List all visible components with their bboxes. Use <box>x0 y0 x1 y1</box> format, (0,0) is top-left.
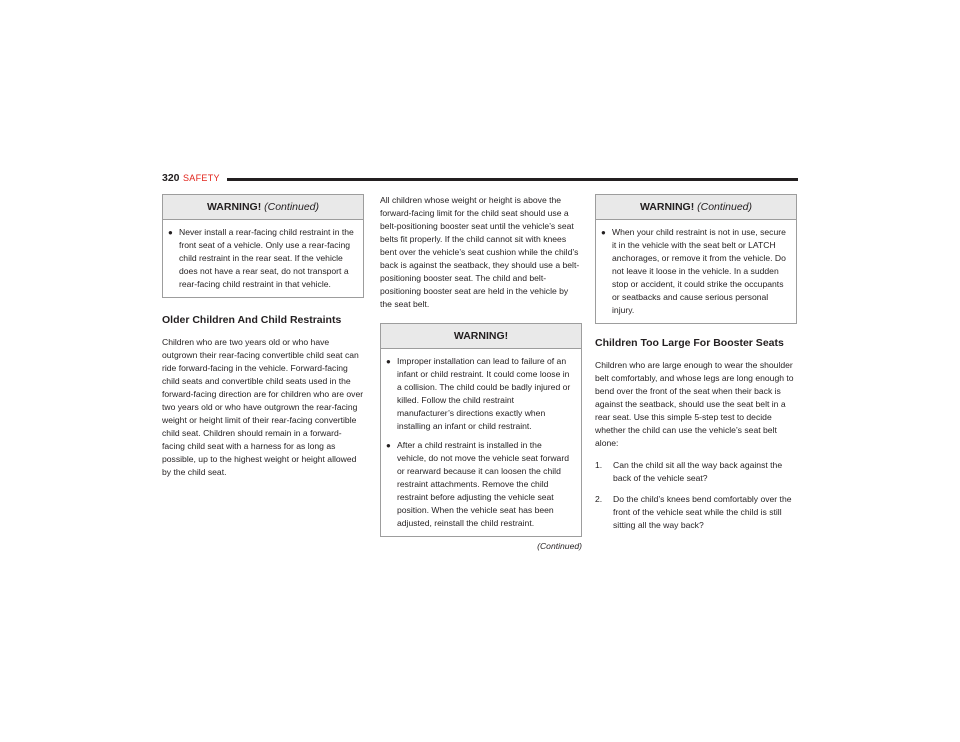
section-heading: Children Too Large For Booster Seats <box>595 337 784 349</box>
column-2 <box>380 194 582 551</box>
warning-box-continued <box>162 194 364 298</box>
body-paragraph: All children whose weight or height is above the forward-facing limit for the child seat should use a belt-positioning booster seat until the vehicle’s seat belts fit properly. If the child cannot sit with knees bent over the vehicle’s seat cushion while the child’s back is against the seatback, they should use a belt-positioning booster seat. The child and belt-positioning booster seat are held in the vehicle by the seat belt. <box>380 195 580 309</box>
warning-item-text: When your child restraint is not in use, secure it in the vehicle with the seat belt or LATCH anchorages, or remove it from the vehicle. Do not leave it loose in the vehicle. In a sudden stop or accident, it could strike the occupants or seatbacks and cause serious personal injury. <box>612 227 786 315</box>
warning-body <box>163 220 363 297</box>
header-rule <box>227 178 798 181</box>
section-title: SAFETY <box>183 173 220 183</box>
warning-continued: (Continued) <box>697 201 753 213</box>
column-3 <box>595 194 797 540</box>
warning-title: WARNING! <box>639 201 695 213</box>
bullet-icon: ● <box>601 228 606 237</box>
step-text: Do the child’s knees bend comfortably over the front of the vehicle seat while the child is still sitting all the way back? <box>613 494 792 530</box>
warning-header <box>381 324 581 349</box>
warning-body <box>596 220 796 323</box>
continued-note: (Continued) <box>537 541 582 551</box>
step-item <box>595 459 797 485</box>
warning-header <box>596 195 796 220</box>
warning-item <box>601 226 788 317</box>
warning-item <box>386 439 573 530</box>
warning-title: WARNING! <box>206 201 262 213</box>
bullet-icon: ● <box>386 441 391 450</box>
warning-title: WARNING! <box>453 330 509 342</box>
warning-header <box>163 195 363 220</box>
step-number: 1. <box>595 460 603 470</box>
step-item <box>595 493 797 532</box>
warning-item-text: Never install a rear-facing child restraint in the front seat of a vehicle. Only use a rear-facing child restraint in the rear seat. If the vehicle does not have a rear seat, do not transport a rear-facing child restraint in that vehicle. <box>179 227 354 289</box>
warning-body <box>381 349 581 536</box>
step-list <box>595 459 797 532</box>
warning-box <box>380 323 582 537</box>
step-number: 2. <box>595 494 603 504</box>
bullet-icon: ● <box>168 228 173 237</box>
warning-continued: (Continued) <box>264 201 320 213</box>
warning-item-text: Improper installation can lead to failure of an infant or child restraint. It could come loose in a collision. The child could be badly injured or killed. Follow the child restraint manufacturer’s directions exactly when installing an infant or child restraint. <box>397 356 571 431</box>
page-number: 320 <box>162 172 180 184</box>
body-paragraph: Children who are large enough to wear the shoulder belt comfortably, and whose legs are long enough to bend over the front of the seat when their back is against the seatback, should use the seat belt in a rear seat. Use this simple 5-step test to decide whether the child can use the vehicle’s seat belt alone: <box>595 360 794 448</box>
column-1 <box>162 194 364 479</box>
section-heading: Older Children And Child Restraints <box>162 314 342 326</box>
bullet-icon: ● <box>386 357 391 366</box>
warning-item <box>386 355 573 433</box>
warning-box-continued <box>595 194 797 324</box>
page-header <box>162 172 798 186</box>
step-text: Can the child sit all the way back against the back of the vehicle seat? <box>613 460 783 483</box>
body-paragraph: Children who are two years old or who have outgrown their rear-facing convertible child seat can ride forward-facing in the vehicle. Forward-facing child seats and convertible child seats used in the forward-facing direction are for children who are over two years old or who have outgrown the rear-facing weight or height limit of their rear-facing convertible child seat. Children should remain in a forward-facing child seat with a harness for as long as possible, up to the highest weight or height allowed by the child seat. <box>162 337 364 477</box>
warning-item <box>168 226 355 291</box>
warning-item-text: After a child restraint is installed in the vehicle, do not move the vehicle seat forward or rearward because it can loosen the child restraint attachments. Remove the child restraint before adjusting the vehicle seat position. When the vehicle seat has been adjusted, reinstall the child restraint. <box>397 440 569 528</box>
